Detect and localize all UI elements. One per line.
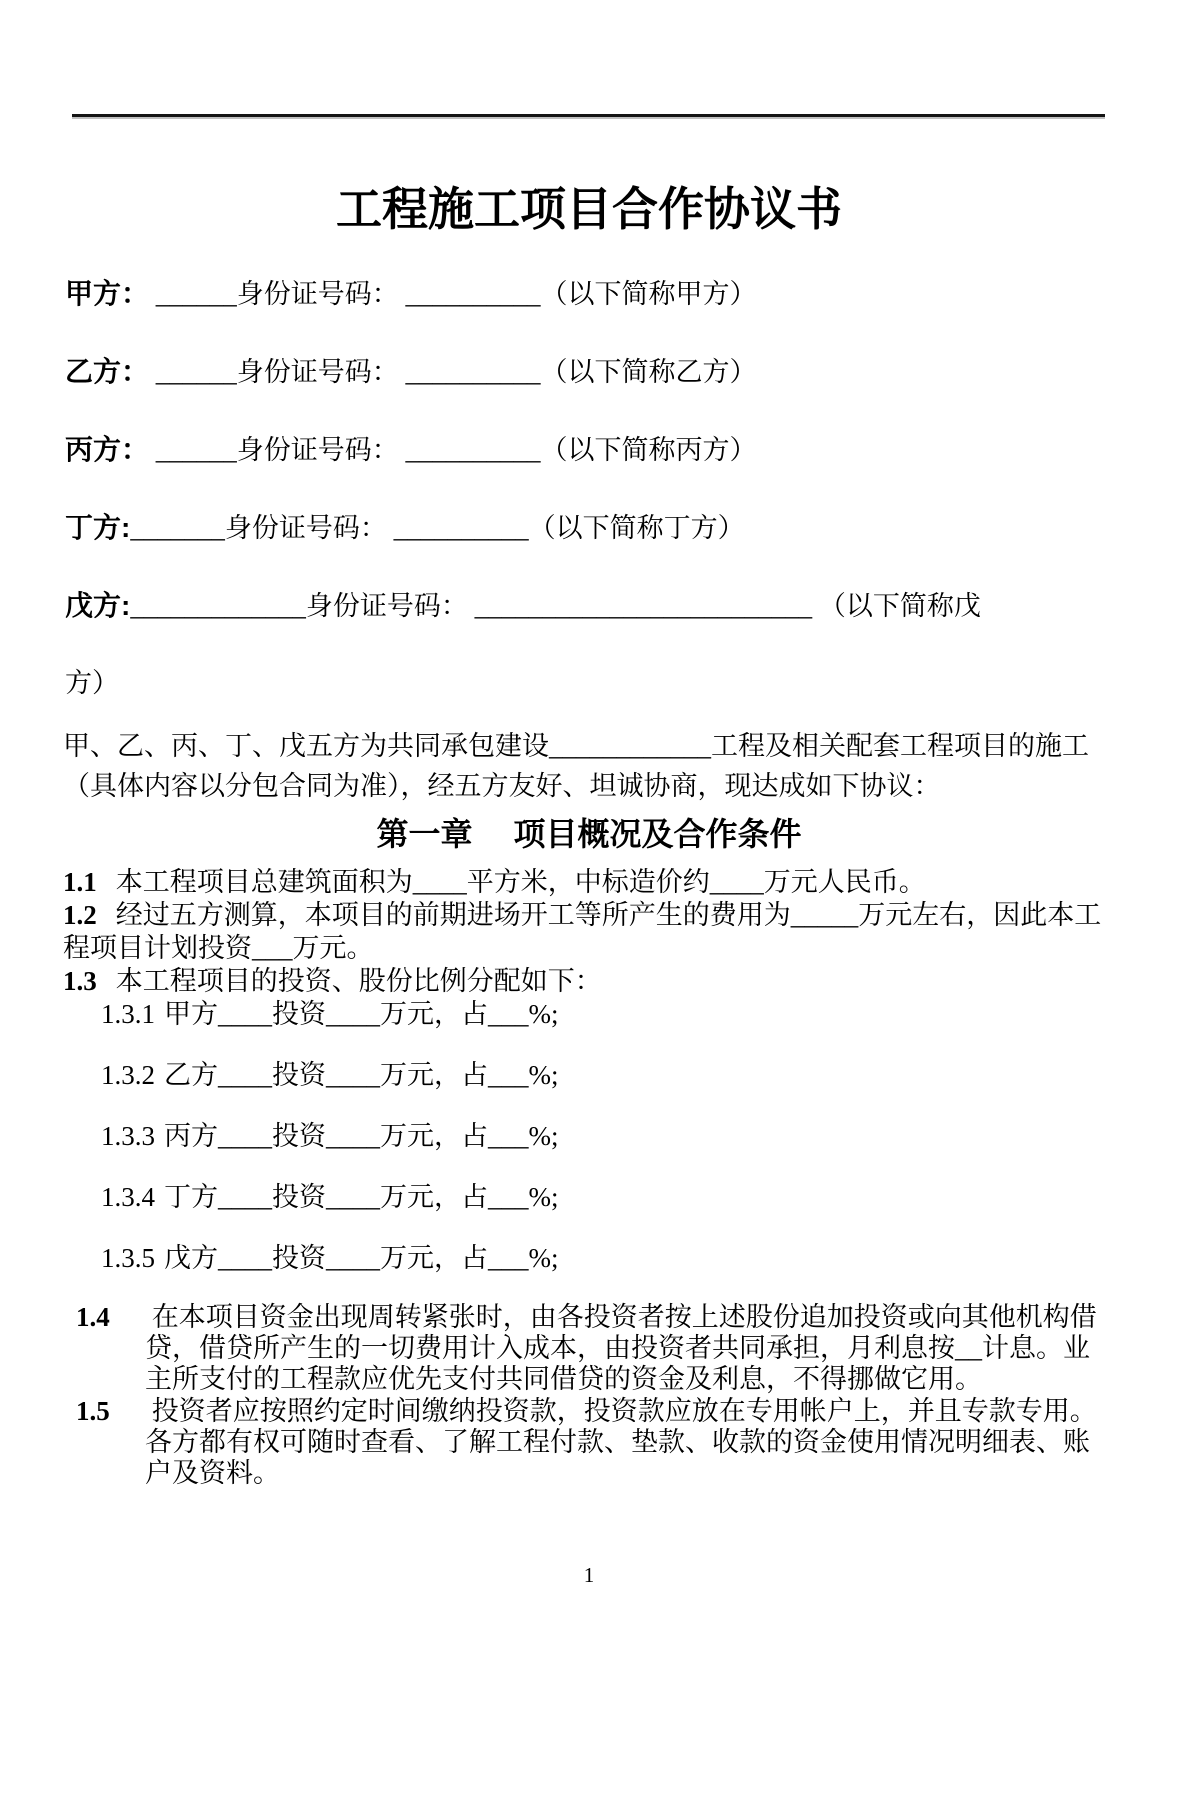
subclause-number: 1.3.1 [101,999,155,1029]
party-row-jia [65,255,1115,333]
subclause-text: 乙方____投资____万元，占___%; [164,1060,559,1090]
party-label: 乙方： [65,356,150,387]
clause-text: 本工程项目总建筑面积为____平方米，中标造价约____万元人民币。 [115,867,926,897]
subclause-1-3-3 [101,1120,1115,1153]
subclause-text: 丙方____投资____万元，占___%; [164,1121,559,1151]
clause-text: 投资者应按照约定时间缴纳投资款，投资款应放在专用帐户上，并且专款专用。各方都有权可随时查看、了解工程付款、垫款、收款的资金使用情况明细表、账户及资料。 [145,1396,1097,1488]
clause-number: 1.4 [76,1302,110,1332]
party-details-wrap: 方） [65,668,119,698]
party-details: _______身份证号码： __________（以下简称丁方） [130,513,745,543]
party-details: _____________身份证号码： _________________________ （以下简称戊 [130,591,981,621]
subclause-1-3-5 [101,1242,1115,1275]
party-details: ______身份证号码： __________（以下简称甲方） [149,279,757,309]
clause-number: 1.3 [63,966,97,996]
party-label: 甲方： [65,278,150,309]
document-page [0,114,1190,1797]
chapter-heading: 第一章 项目概况及合作条件 [376,816,802,852]
clause-1-3 [63,965,1115,998]
party-row-bing [65,411,1115,489]
subclause-text: 丁方____投资____万元，占___%; [164,1182,559,1212]
subclause-1-3-4 [101,1181,1115,1214]
subclause-number: 1.3.4 [101,1182,155,1212]
party-label: 戊方: [65,590,131,621]
party-row-wu-wrap-line [65,645,1115,722]
page-number: 1 [583,1563,595,1587]
subclause-text: 甲方____投资____万元，占___%; [164,999,559,1029]
subclauses-list [63,998,1115,1275]
document-title: 工程施工项目合作协议书 [336,183,842,235]
subclause-number: 1.3.5 [101,1243,155,1273]
clause-text: 本工程项目的投资、股份比例分配如下： [115,966,602,996]
party-details: ______身份证号码： __________（以下简称丙方） [149,435,757,465]
clause-number: 1.1 [63,867,97,897]
party-details: ______身份证号码： __________（以下简称乙方） [149,357,757,387]
subclause-text: 戊方____投资____万元，占___%; [164,1243,559,1273]
party-row-yi [65,333,1115,411]
subclause-number: 1.3.2 [101,1060,155,1090]
clause-1-2 [63,899,1115,965]
header-rule [72,114,1105,117]
party-label: 丙方： [65,434,150,465]
clause-1-1 [63,866,1115,899]
clause-1-5 [63,1396,1115,1489]
clause-number: 1.2 [63,900,97,930]
party-label: 丁方: [65,512,131,543]
clause-text: 在本项目资金出现周转紧张时，由各投资者按上述股份追加投资或向其他机构借贷，借贷所产生的一切费用计入成本，由投资者共同承担，月利息按__计息。业主所支付的工程款应优先支付共同借贷的资金及利息，不得挪做它用。 [145,1302,1097,1394]
intro-paragraph: 甲、乙、丙、丁、戊五方为共同承包建设____________工程及相关配套工程项目的施工（具体内容以分包合同为准），经五方友好、坦诚协商，现达成如下协议： [63,731,1089,801]
party-row-ding [65,489,1115,567]
subclause-number: 1.3.3 [101,1121,155,1151]
parties-section [63,255,1115,722]
party-row-wu [65,567,1115,645]
clause-text: 经过五方测算，本项目的前期进场开工等所产生的费用为_____万元左右，因此本工程项目计划投资___万元。 [63,900,1102,963]
clause-1-4 [63,1302,1115,1395]
clauses-section [63,866,1115,1489]
subclause-1-3-2 [101,1059,1115,1092]
clause-number: 1.5 [76,1396,110,1426]
subclause-1-3-1 [101,998,1115,1031]
